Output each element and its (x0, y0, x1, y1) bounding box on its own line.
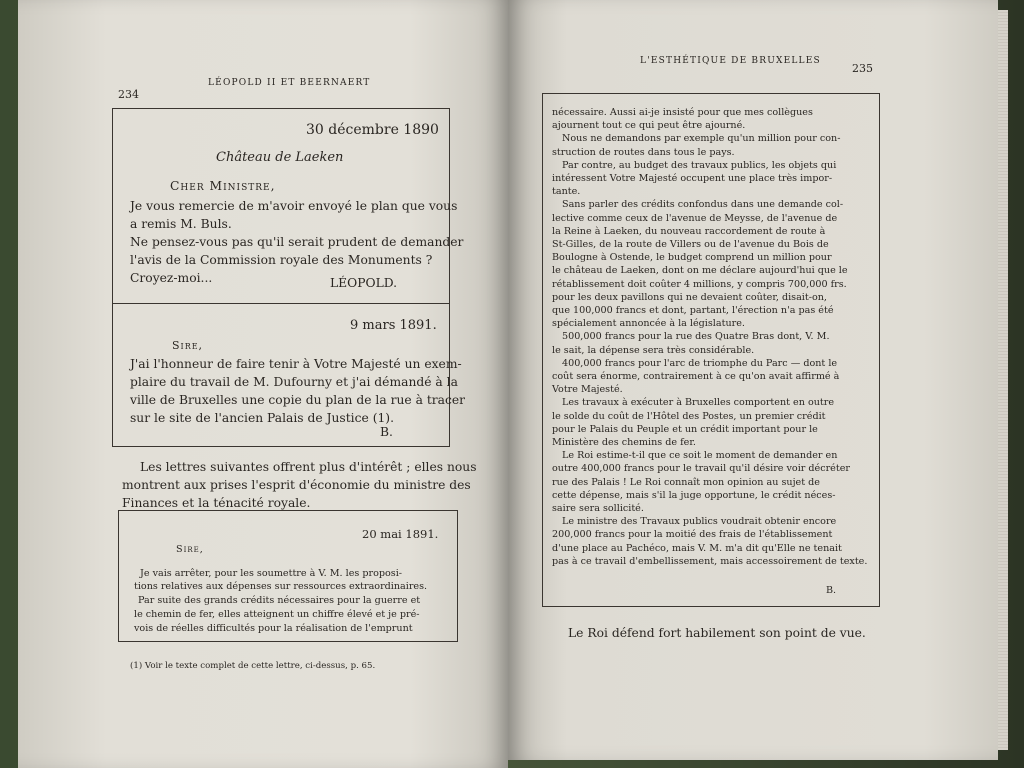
body-paragraph-line: Les lettres suivantes offrent plus d'intérêt ; elles nous (140, 460, 477, 474)
right-letter-line: spécialement annoncée à la législature. (552, 318, 745, 330)
right-letter-line: outre 400,000 francs pour le travail qu'il désire voir décréter (552, 463, 850, 475)
letter1-line: Je vous remercie de m'avoir envoyé le plan que vous (130, 199, 458, 213)
right-letter-line: Les travaux à exécuter à Bruxelles comportent en outre (562, 397, 835, 409)
letter2-signature: B. (380, 425, 393, 439)
right-letter-line: Par contre, au budget des travaux publics, les objets qui (562, 159, 837, 171)
closing-line: Le Roi défend fort habilement son point de vue. (568, 626, 866, 640)
right-letter-line: pour le Palais du Peuple et un crédit important pour le (552, 423, 818, 435)
right-letter-line: coût sera énorme, contrairement à ce qu'on avait affirmé à (552, 371, 840, 382)
right-letter-line: tante. (552, 186, 581, 198)
right-letter-line: Sans parler des crédits confondus dans une demande col- (562, 199, 844, 211)
letter3-line: tions relatives aux dépenses sur ressources extraordinaires. (134, 581, 428, 592)
right-letter-line: 200,000 francs pour la moitié des frais de l'établissement (552, 529, 833, 541)
letter1-signature: LÉOPOLD. (330, 276, 398, 290)
letters-divider (112, 303, 450, 304)
body-paragraph-line: Finances et la ténacité royale. (122, 496, 311, 510)
right-letter-line: St-Gilles, de la route de Villers ou de l'avenue du Bois de (552, 239, 829, 250)
body-paragraph-line: montrent aux prises l'esprit d'économie du ministre des (122, 478, 471, 492)
right-letter-line: nécessaire. Aussi ai-je insisté pour que mes collègues (552, 107, 813, 118)
letter1-line: Ne pensez-vous pas qu'il serait prudent de demander (130, 235, 464, 249)
letter2-date: 9 mars 1891. (350, 318, 437, 333)
right-letter-line: Boulogne à Ostende, le budget comprend un million pour (552, 252, 832, 264)
right-letter-line: Nous ne demandons par exemple qu'un million pour con- (562, 133, 841, 145)
right-letter-line: Le ministre des Travaux publics voudrait obtenir encore (562, 516, 837, 528)
footnote: (1) Voir le texte complet de cette lettre, ci-dessus, p. 65. (130, 661, 376, 671)
right-letter-line: 400,000 francs pour l'arc de triomphe du Parc — dont le (562, 357, 838, 369)
right-letter-line: Votre Majesté. (552, 384, 623, 396)
letter1-line: Croyez-moi... (130, 271, 213, 285)
right-letter-line: la Reine à Laeken, du nouveau raccordement de route à (552, 225, 826, 237)
right-letter-line: saire sera sollicité. (552, 503, 644, 514)
letter1-line: l'avis de la Commission royale des Monuments ? (130, 253, 433, 267)
left-page-number: 234 (118, 88, 139, 101)
right-letter-line: rétablissement doit coûter 4 millions, y compris 700,000 frs. (552, 278, 847, 290)
letter1-date: 30 décembre 1890 (306, 122, 439, 138)
letter2-line: ville de Bruxelles une copie du plan de la rue à tracer (130, 393, 466, 407)
right-running-head: L'ESTHÉTIQUE DE BRUXELLES (640, 56, 821, 66)
letter3-line: Je vais arrêter, pour les soumettre à V. M. les proposi- (140, 568, 403, 579)
right-letter-line: pas à ce travail d'embellissement, mais accessoirement de texte. (552, 555, 868, 567)
right-letter-line: ajournent tout ce qui peut être ajourné. (552, 120, 746, 132)
letter3-line: le chemin de fer, elles atteignent un chiffre élevé et je pré- (134, 609, 420, 620)
right-letter-line: pour les deux pavillons qui ne devaient coûter, disait-on, (552, 291, 827, 303)
letter2-line: J'ai l'honneur de faire tenir à Votre Majesté un exem- (130, 357, 462, 371)
letter1-line: a remis M. Buls. (130, 217, 232, 231)
right-letter-line: que 100,000 francs et dont, partant, l'érection n'a pas été (552, 305, 834, 316)
right-letter-line: 500,000 francs pour la rue des Quatre Bras dont, V. M. (562, 331, 830, 343)
right-letter-signature: B. (826, 585, 837, 596)
left-running-head: LÉOPOLD II ET BEERNAERT (208, 78, 371, 88)
letter1-salutation: Cher Ministre, (170, 179, 276, 193)
letter2-salutation: Sire, (172, 339, 204, 352)
right-letter-line: le château de Laeken, dont on me déclare aujourd'hui que le (552, 265, 848, 277)
right-letter-line: rue des Palais ! Le Roi connaît mon opinion au sujet de (552, 476, 820, 488)
right-letter-line: d'une place au Pachéco, mais V. M. m'a dit qu'Elle ne tenait (552, 542, 842, 554)
right-letter-line: intéressent Votre Majesté occupent une place très impor- (552, 173, 833, 184)
right-letter-line: lective comme ceux de l'avenue de Meysse, de l'avenue de (552, 212, 838, 224)
right-letter-line: Ministère des chemins de fer. (552, 437, 696, 448)
right-letter-line: le solde du coût de l'Hôtel des Postes, un premier crédit (552, 410, 826, 422)
letter3-date: 20 mai 1891. (362, 527, 439, 541)
right-letter-line: cette dépense, mais s'il la juge opportune, le crédit néces- (552, 489, 836, 501)
letter1-place: Château de Laeken (216, 150, 344, 165)
letter2-line: sur le site de l'ancien Palais de Justice (1). (130, 411, 395, 425)
letter3-line: vois de réelles difficultés pour la réalisation de l'emprunt (134, 623, 413, 634)
letter3-salutation: Sire, (176, 544, 204, 555)
right-letter-line: le sait, la dépense sera très considérable. (552, 344, 755, 356)
right-letter-line: struction de routes dans tous le pays. (552, 146, 735, 158)
page-edges (998, 10, 1008, 750)
right-page-number: 235 (852, 62, 873, 75)
right-letter-line: Le Roi estime-t-il que ce soit le moment de demander en (562, 450, 838, 462)
letter3-line: Par suite des grands crédits nécessaires pour la guerre et (138, 595, 421, 606)
letter2-line: plaire du travail de M. Dufourny et j'ai démandé à la (130, 375, 458, 389)
